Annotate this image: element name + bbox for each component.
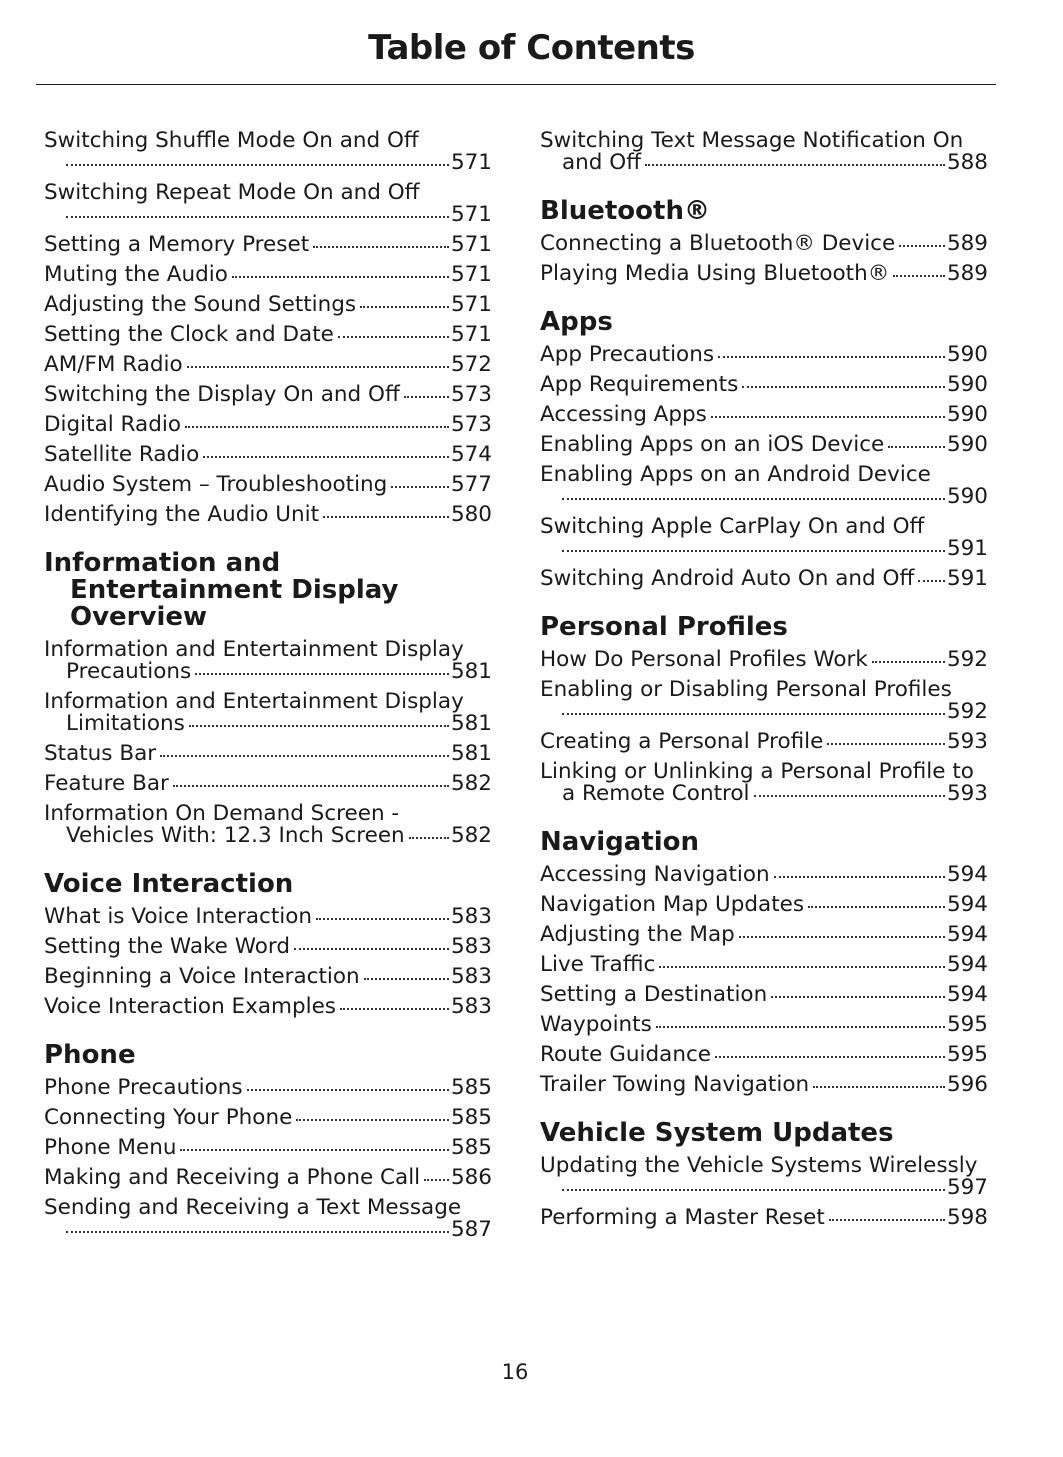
entry-page: 583	[450, 994, 492, 1019]
entry-title: Enabling Apps on an iOS Device	[540, 432, 885, 457]
toc-entry[interactable]	[540, 864, 988, 886]
dot-leader	[899, 245, 945, 247]
entry-page: 587	[450, 1217, 492, 1242]
entry-title: Performing a Master Reset	[540, 1205, 825, 1230]
entry-title: Enabling or Disabling Personal Profiles	[540, 677, 952, 702]
toc-entry[interactable]	[540, 233, 988, 255]
entry-title: Playing Media Using Bluetooth®	[540, 261, 890, 286]
dot-leader	[409, 837, 449, 839]
entry-title: Information and Entertainment Display	[44, 637, 464, 662]
toc-entry[interactable]	[540, 344, 988, 366]
dot-leader	[771, 996, 945, 998]
dot-leader	[203, 456, 449, 458]
dot-leader	[888, 446, 945, 448]
entry-title: Updating the Vehicle Systems Wirelessly	[540, 1153, 978, 1178]
entry-page: 586	[450, 1165, 492, 1190]
entry-title: Accessing Apps	[540, 402, 707, 427]
toc-entry[interactable]	[44, 294, 492, 316]
toc-entry[interactable]	[44, 743, 492, 765]
toc-entry[interactable]	[44, 324, 492, 346]
entry-title: Feature Bar	[44, 771, 169, 796]
dot-leader	[180, 1149, 448, 1151]
entry-title: Creating a Personal Profile	[540, 729, 824, 754]
entry-title-cont: Vehicles With: 12.3 Inch Screen	[66, 823, 405, 848]
dot-leader	[742, 386, 945, 388]
dot-leader	[754, 795, 945, 797]
entry-page: 598	[946, 1205, 988, 1230]
toc-entry[interactable]	[540, 374, 988, 396]
entry-page: 581	[450, 741, 492, 766]
toc-entry[interactable]	[44, 936, 492, 958]
entry-title: App Requirements	[540, 372, 739, 397]
entry-title: Identifying the Audio Unit	[44, 502, 320, 527]
entry-title-cont: Precautions	[66, 659, 192, 684]
dot-leader	[360, 306, 449, 308]
entry-title: Switching the Display On and Off	[44, 382, 400, 407]
dot-leader	[66, 164, 449, 166]
entry-page: 591	[946, 566, 988, 591]
dot-leader	[659, 966, 945, 968]
dot-leader	[189, 725, 449, 727]
dot-leader	[774, 876, 945, 878]
entry-title: Digital Radio	[44, 412, 181, 437]
entry-title: Voice Interaction Examples	[44, 994, 337, 1019]
toc-entry[interactable]	[44, 234, 492, 256]
entry-page: 581	[450, 711, 492, 736]
dot-leader	[340, 1008, 449, 1010]
toc-entry[interactable]	[44, 414, 492, 436]
dot-leader	[316, 918, 449, 920]
toc-entry[interactable]	[540, 516, 988, 560]
entry-title: Phone Precautions	[44, 1075, 243, 1100]
dot-leader	[718, 356, 945, 358]
entry-title: What is Voice Interaction	[44, 904, 313, 929]
entry-page: 592	[946, 699, 988, 724]
section-heading-phone: Phone	[44, 1040, 136, 1070]
entry-page: 594	[946, 982, 988, 1007]
dot-leader	[338, 336, 449, 338]
entry-title: Beginning a Voice Interaction	[44, 964, 360, 989]
entry-page: 593	[946, 729, 988, 754]
entry-page: 597	[946, 1175, 988, 1200]
dot-leader	[813, 1086, 945, 1088]
dot-leader	[715, 1056, 945, 1058]
entry-title: Connecting Your Phone	[44, 1105, 293, 1130]
entry-title: Setting a Memory Preset	[44, 232, 310, 257]
entry-title: Setting the Clock and Date	[44, 322, 334, 347]
entry-page: 571	[450, 150, 492, 175]
entry-page: 596	[946, 1072, 988, 1097]
dot-leader	[829, 1219, 945, 1221]
toc-entry[interactable]	[44, 966, 492, 988]
section-heading-info-display: Information and Entertainment Display Overview	[44, 548, 399, 632]
dot-leader	[808, 906, 945, 908]
entry-title: Switching Repeat Mode On and Off	[44, 180, 420, 205]
dot-leader	[404, 396, 449, 398]
dot-leader	[66, 1231, 449, 1233]
entry-title: Sending and Receiving a Text Message	[44, 1195, 462, 1220]
entry-title: Accessing Navigation	[540, 862, 770, 887]
entry-page: 582	[450, 823, 492, 848]
toc-entry[interactable]	[44, 996, 492, 1018]
entry-page: 585	[450, 1105, 492, 1130]
toc-entry[interactable]	[540, 924, 988, 946]
entry-page: 591	[946, 536, 988, 561]
entry-page: 594	[946, 952, 988, 977]
dot-leader	[711, 416, 945, 418]
toc-entry[interactable]	[540, 894, 988, 916]
dot-leader	[827, 743, 945, 745]
entry-page: 581	[450, 659, 492, 684]
page-title: Table of Contents	[368, 28, 695, 68]
entry-page: 592	[946, 647, 988, 672]
toc-entry[interactable]	[44, 130, 492, 174]
entry-page: 573	[450, 412, 492, 437]
entry-title: How Do Personal Profiles Work	[540, 647, 868, 672]
entry-page: 595	[946, 1012, 988, 1037]
entry-title: Adjusting the Sound Settings	[44, 292, 357, 317]
toc-entry[interactable]	[540, 954, 988, 976]
entry-page: 590	[946, 372, 988, 397]
entry-page: 589	[946, 261, 988, 286]
toc-entry[interactable]	[44, 264, 492, 286]
entry-title: Satellite Radio	[44, 442, 200, 467]
entry-title: Information and Entertainment Display	[44, 689, 464, 714]
entry-page: 573	[450, 382, 492, 407]
dot-leader	[562, 713, 945, 715]
dot-leader	[296, 1119, 449, 1121]
toc-entry[interactable]	[44, 504, 492, 526]
entry-page: 572	[450, 352, 492, 377]
entry-page: 588	[946, 150, 988, 175]
entry-page: 590	[946, 484, 988, 509]
dot-leader	[313, 246, 449, 248]
entry-title: Adjusting the Map	[540, 922, 735, 947]
toc-left-column	[44, 130, 492, 1249]
dot-leader	[872, 661, 945, 663]
entry-title: Phone Menu	[44, 1135, 177, 1160]
toc-entry[interactable]	[44, 773, 492, 795]
dot-leader	[187, 366, 449, 368]
entry-title: Live Traffic	[540, 952, 656, 977]
toc-entry[interactable]	[540, 649, 988, 671]
toc-entry[interactable]	[44, 906, 492, 928]
toc-right-column	[540, 130, 988, 1237]
entry-page: 577	[450, 472, 492, 497]
entry-title: Switching Android Auto On and Off	[540, 566, 915, 591]
entry-page: 595	[946, 1042, 988, 1067]
title-divider	[36, 84, 996, 85]
entry-title-cont: and Off	[562, 150, 642, 175]
entry-page: 594	[946, 922, 988, 947]
section-heading-navigation: Navigation	[540, 827, 700, 857]
toc-entry[interactable]	[44, 1077, 492, 1099]
dot-leader	[893, 275, 945, 277]
toc-entry[interactable]	[44, 803, 492, 847]
entry-page: 571	[450, 232, 492, 257]
toc-entry[interactable]	[540, 568, 988, 590]
toc-entry[interactable]	[540, 1155, 988, 1199]
dot-leader	[656, 1026, 945, 1028]
entry-title: Connecting a Bluetooth® Device	[540, 231, 896, 256]
toc-entry[interactable]	[44, 1137, 492, 1159]
dot-leader	[562, 498, 945, 500]
entry-page: 571	[450, 292, 492, 317]
entry-title: AM/FM Radio	[44, 352, 183, 377]
toc-entry[interactable]	[44, 444, 492, 466]
toc-entry[interactable]	[44, 182, 492, 226]
dot-leader	[323, 516, 449, 518]
dot-leader	[424, 1179, 449, 1181]
section-heading-updates: Vehicle System Updates	[540, 1118, 894, 1148]
section-heading-voice: Voice Interaction	[44, 869, 294, 899]
toc-entry[interactable]	[44, 1167, 492, 1189]
entry-title: Navigation Map Updates	[540, 892, 805, 917]
entry-title: Status Bar	[44, 741, 157, 766]
entry-page: 585	[450, 1075, 492, 1100]
entry-title: Switching Apple CarPlay On and Off	[540, 514, 925, 539]
section-heading-bluetooth: Bluetooth®	[540, 196, 710, 226]
entry-title: Information On Demand Screen -	[44, 801, 400, 826]
toc-entry[interactable]	[540, 434, 988, 456]
page-number: 16	[501, 1360, 529, 1384]
entry-title: Route Guidance	[540, 1042, 712, 1067]
dot-leader	[160, 755, 449, 757]
dot-leader	[185, 426, 449, 428]
section-heading-profiles: Personal Profiles	[540, 612, 788, 642]
entry-title: Setting a Destination	[540, 982, 768, 1007]
toc-entry[interactable]	[540, 761, 988, 805]
entry-title: Switching Text Message Notification On	[540, 128, 964, 153]
entry-page: 594	[946, 892, 988, 917]
dot-leader	[918, 580, 945, 582]
entry-page: 583	[450, 964, 492, 989]
entry-page: 583	[450, 904, 492, 929]
toc-entry[interactable]	[540, 1014, 988, 1036]
toc-entry[interactable]	[540, 1044, 988, 1066]
entry-page: 593	[946, 781, 988, 806]
dot-leader	[391, 486, 449, 488]
toc-entry[interactable]	[540, 679, 988, 723]
entry-title: Linking or Unlinking a Personal Profile to	[540, 759, 974, 784]
entry-page: 585	[450, 1135, 492, 1160]
toc-entry[interactable]	[540, 130, 988, 174]
dot-leader	[562, 550, 945, 552]
entry-page: 571	[450, 322, 492, 347]
entry-title: Making and Receiving a Phone Call	[44, 1165, 421, 1190]
entry-title: Audio System – Troubleshooting	[44, 472, 388, 497]
entry-page: 571	[450, 262, 492, 287]
entry-page: 589	[946, 231, 988, 256]
entry-page: 574	[450, 442, 492, 467]
entry-title: Enabling Apps on an Android Device	[540, 462, 931, 487]
toc-entry[interactable]	[540, 731, 988, 753]
toc-entry[interactable]	[540, 263, 988, 285]
entry-title-cont: Limitations	[66, 711, 185, 736]
entry-title: Muting the Audio	[44, 262, 228, 287]
toc-entry[interactable]	[540, 1074, 988, 1096]
entry-title-cont: a Remote Control	[562, 781, 750, 806]
entry-page: 571	[450, 202, 492, 227]
entry-page: 590	[946, 342, 988, 367]
dot-leader	[294, 948, 449, 950]
entry-page: 583	[450, 934, 492, 959]
section-heading-apps: Apps	[540, 307, 613, 337]
toc-entry[interactable]	[540, 404, 988, 426]
entry-title: App Precautions	[540, 342, 715, 367]
dot-leader	[562, 1189, 945, 1191]
dot-leader	[173, 785, 449, 787]
dot-leader	[739, 936, 945, 938]
dot-leader	[195, 673, 449, 675]
entry-page: 590	[946, 432, 988, 457]
entry-title: Setting the Wake Word	[44, 934, 291, 959]
entry-page: 582	[450, 771, 492, 796]
toc-entry[interactable]	[44, 354, 492, 376]
entry-page: 594	[946, 862, 988, 887]
dot-leader	[364, 978, 449, 980]
toc-entry[interactable]	[540, 1207, 988, 1229]
toc-entry[interactable]	[44, 639, 492, 683]
dot-leader	[247, 1089, 449, 1091]
entry-page: 590	[946, 402, 988, 427]
dot-leader	[232, 276, 449, 278]
entry-title: Switching Shuffle Mode On and Off	[44, 128, 419, 153]
toc-entry[interactable]	[44, 691, 492, 735]
entry-title: Waypoints	[540, 1012, 652, 1037]
dot-leader	[645, 164, 945, 166]
toc-entry[interactable]	[540, 984, 988, 1006]
entry-title: Trailer Towing Navigation	[540, 1072, 810, 1097]
toc-entry[interactable]	[44, 384, 492, 406]
dot-leader	[66, 216, 449, 218]
entry-page: 580	[450, 502, 492, 527]
toc-entry[interactable]	[44, 1107, 492, 1129]
toc-entry[interactable]	[540, 464, 988, 508]
toc-entry[interactable]	[44, 1197, 492, 1241]
toc-entry[interactable]	[44, 474, 492, 496]
